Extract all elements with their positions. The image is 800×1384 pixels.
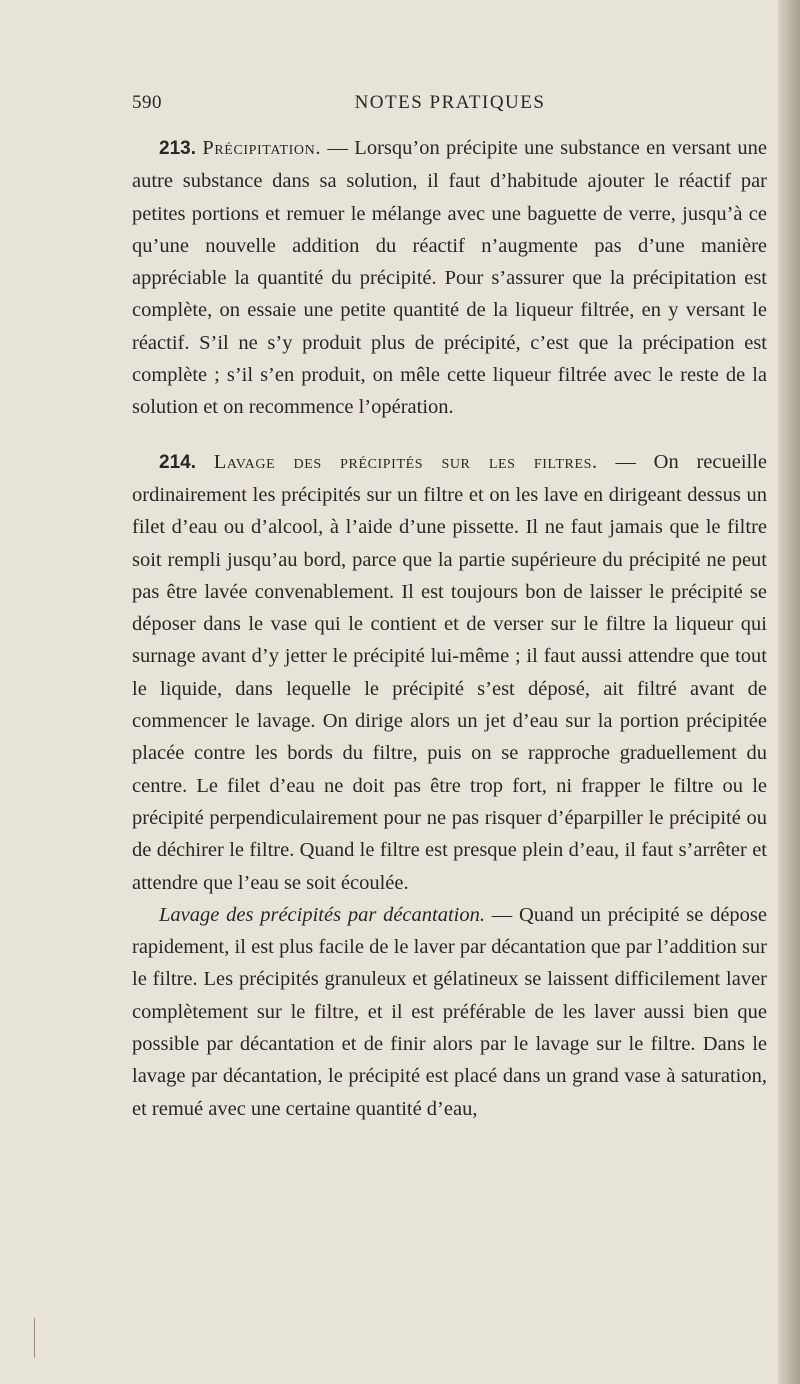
page-corner-mark <box>34 1318 37 1358</box>
section-heading-214: Lavage des précipités sur les filtres. <box>213 450 598 473</box>
page-edge-shadow <box>778 0 800 1384</box>
section-number-213: 213. <box>159 138 196 159</box>
page-number: 590 <box>132 92 162 113</box>
subsection-body-decantation: Quand un précipité se dépose rapidement, il est plus facile de le laver par décantation que par l’addition sur le filtre. Les précipités granuleux et gélatineux se laissent difficilement laver complètement sur le filtre, et il est préférable de les laver aussi bien que possible par décantation et de finir alors par le lavage sur le filtre. Dans le lavage par décantation, le précipité est placé dans un grand vase à saturation, et remué avec une certaine quantité d’eau, <box>132 903 767 1120</box>
paragraph-decantation <box>132 899 767 1125</box>
paragraph-213 <box>132 132 767 424</box>
paragraph-214 <box>132 446 767 899</box>
section-dash-214: — <box>597 450 654 473</box>
subsection-dash-decantation: — <box>485 903 520 926</box>
text-block <box>132 132 767 1125</box>
subsection-heading-decantation: Lavage des précipités par décantation. <box>159 903 485 926</box>
section-number-214: 214. <box>159 451 196 473</box>
section-body-213: Lorsqu’on précipite une substance en versant une autre substance dans sa solution, il faut d’habitude ajouter le réactif par petites portions et remuer le mélange avec une baguette de verre, jusqu’à ce qu’une nouvelle addition du réactif n’augmente pas d’une manière appréciable la quantité du précipité. Pour s’assurer que la précipitation est complète, on essaie une petite quantité de la liqueur filtrée, en y versant le réactif. S’il ne s’y produit plus de précipité, c’est que la précipation est complète ; s’il s’en produit, on mêle cette liqueur filtrée avec le reste de la solution et on recommence l’opération. <box>132 137 768 419</box>
running-title: NOTES PRATIQUES <box>354 92 546 113</box>
section-body-214: On recueille ordinairement les précipités sur un filtre et on les lave en dirigeant dessus un filet d’eau ou d’alcool, à l’aide d’une pissette. Il ne faut jamais que le filtre soit rempli jusqu’au bord, parce que la partie supérieure du précipité ne peut pas être lavée convenablement. Il est toujours bon de laisser le précipité se déposer dans le vase qui le contient et de verser sur le filtre la liqueur qui surnage avant d’y jetter le précipité lui-même ; il faut aussi attendre que tout le liquide, dans lequelle le précipité s’est déposé, ait filtré avant de commencer le lavage. On dirige alors un jet d’eau sur la portion précipitée placée contre les bords du filtre, puis on se rapproche graduellement du centre. Le filet d’eau ne doit pas être trop fort, ni frapper le filtre ou le précipité perpendiculairement pour ne pas risquer d’éparpiller le précipité ou de déchirer le filtre. Quand le filtre est presque plein d’eau, il faut s’arrêter et attendre que l’eau se soit écoulée. <box>132 450 768 894</box>
section-heading-213: Précipitation. <box>202 137 322 159</box>
section-dash-213: — <box>321 137 355 159</box>
running-head <box>132 92 768 118</box>
